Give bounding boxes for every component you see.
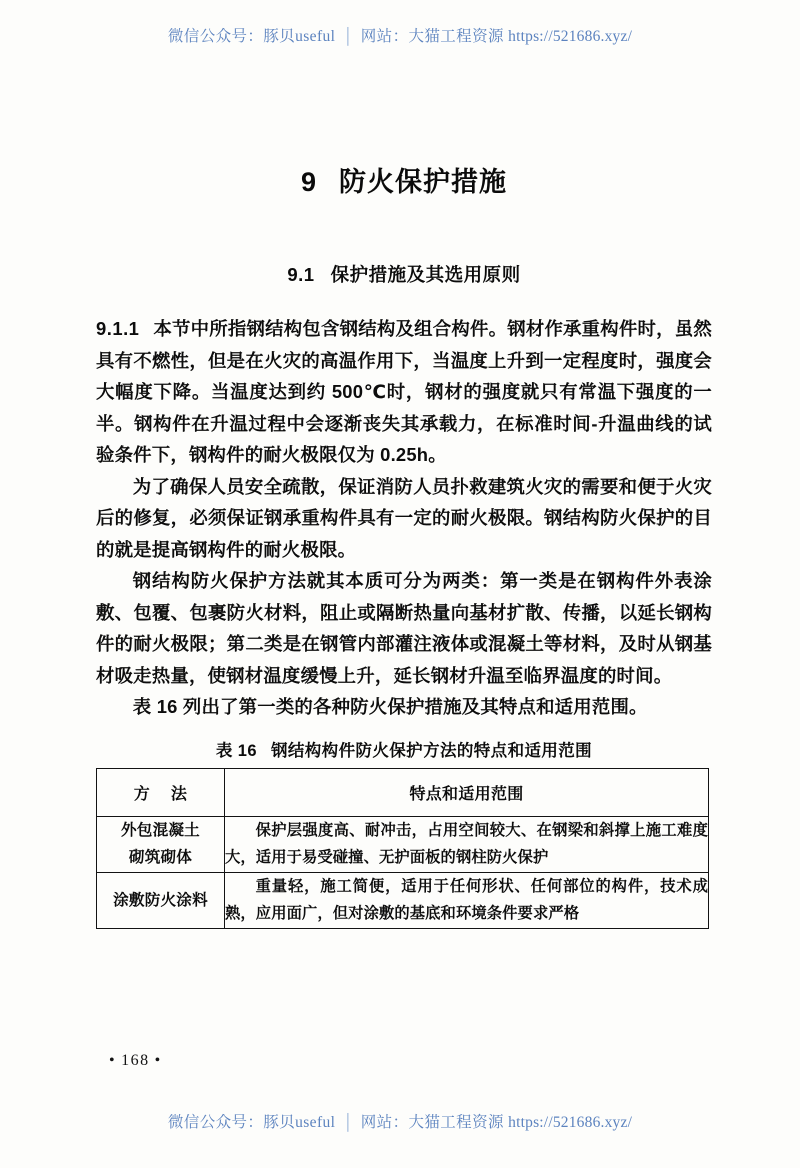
table-body <box>97 816 709 928</box>
page-folio <box>104 1052 167 1070</box>
cell-method-1-line-2: 砌筑砌体 <box>128 849 193 866</box>
cell-description-1: 保护层强度高、耐冲击，占用空间较大、在钢梁和斜撑上施工难度大，适用于易受碰撞、无护面板的钢柱防火保护 <box>225 816 709 872</box>
clause-number: 9.1.1 <box>96 318 140 339</box>
watermark-site-label: 网站：大猫工程资源 <box>360 28 504 45</box>
watermark-separator: │ <box>342 1114 354 1131</box>
paragraph-2: 为了确保人员安全疏散，保证消防人员扑救建筑火灾的需要和便于火灾后的修复，必须保证钢承重构件具有一定的耐火极限。钢结构防火保护的目的就是提高钢构件的耐火极限。 <box>96 475 712 560</box>
page-content <box>96 0 712 929</box>
folio-dot-right: • <box>154 1052 162 1069</box>
folio-dot-left: • <box>109 1052 117 1069</box>
table-row <box>97 816 709 872</box>
cell-method-2 <box>97 872 225 928</box>
folio-page-number: 168 <box>121 1052 150 1069</box>
body-text-block <box>96 287 712 723</box>
chapter-heading <box>96 0 712 199</box>
section-number: 9.1 <box>287 264 315 285</box>
column-header-description: 特点和适用范围 <box>225 768 709 816</box>
cell-description-2: 重量轻，施工简便，适用于任何形状、任何部位的构件，技术成熟，应用面广，但对涂敷的基底和环境条件要求严格 <box>225 872 709 928</box>
table-header-row <box>97 768 709 816</box>
column-header-method <box>97 768 225 816</box>
watermark-url: https://521686.xyz/ <box>508 28 633 45</box>
paragraph-text: 本节中所指钢结构包含钢结构及组合构件。钢材作承重构件时，虽然具有不燃性，但是在火灾的高温作用下，当温度上升到一定程度时，强度会大幅度下降。当温度达到约 500℃时，钢材的强度就只有常温下强度的一半。钢构件在升温过程中会逐渐丧失其承载力，在标准时间-升温曲线的试验条件下，钢构件的耐火极限仅为 0.25h。 <box>96 318 712 465</box>
paragraph-4: 表 16 列出了第一类的各种防火保护措施及其特点和适用范围。 <box>132 696 648 717</box>
cell-method-2-line-1: 涂敷防火涂料 <box>113 891 208 909</box>
table-caption <box>96 723 712 768</box>
watermark-wechat-label: 微信公众号：豚贝useful <box>167 28 336 45</box>
chapter-title-text: 防火保护措施 <box>339 167 508 197</box>
table-caption-title: 钢结构构件防火保护方法的特点和适用范围 <box>270 741 593 760</box>
section-heading <box>96 199 712 287</box>
paragraph-clause-9-1-1 <box>96 313 712 471</box>
table-row <box>97 872 709 928</box>
cell-method-1 <box>97 816 225 872</box>
table-header-row-group <box>97 768 709 816</box>
cell-method-1-line-1: 外包混凝土 <box>121 822 200 839</box>
watermark-site-label: 网站：大猫工程资源 <box>360 1114 504 1131</box>
table-caption-number: 表 16 <box>215 741 257 760</box>
section-title-text: 保护措施及其选用原则 <box>330 264 521 285</box>
footer-watermark <box>0 1110 800 1132</box>
watermark-separator: │ <box>342 28 354 45</box>
column-header-method-char-2: 法 <box>170 785 188 803</box>
watermark-url: https://521686.xyz/ <box>508 1114 633 1131</box>
watermark-wechat-label: 微信公众号：豚贝useful <box>167 1114 336 1131</box>
column-header-method-char-1: 方 <box>133 785 151 803</box>
chapter-number: 9 <box>300 167 318 197</box>
fire-protection-methods-table <box>96 768 709 929</box>
paragraph-3: 钢结构防火保护方法就其本质可分为两类：第一类是在钢构件外表涂敷、包覆、包裹防火材料，阻止或隔断热量向基材扩散、传播，以延长钢构件的耐火极限；第二类是在钢管内部灌注液体或混凝土等材料，及时从钢基材吸走热量，使钢材温度缓慢上升，延长钢材升温至临界温度的时间。 <box>96 570 712 686</box>
